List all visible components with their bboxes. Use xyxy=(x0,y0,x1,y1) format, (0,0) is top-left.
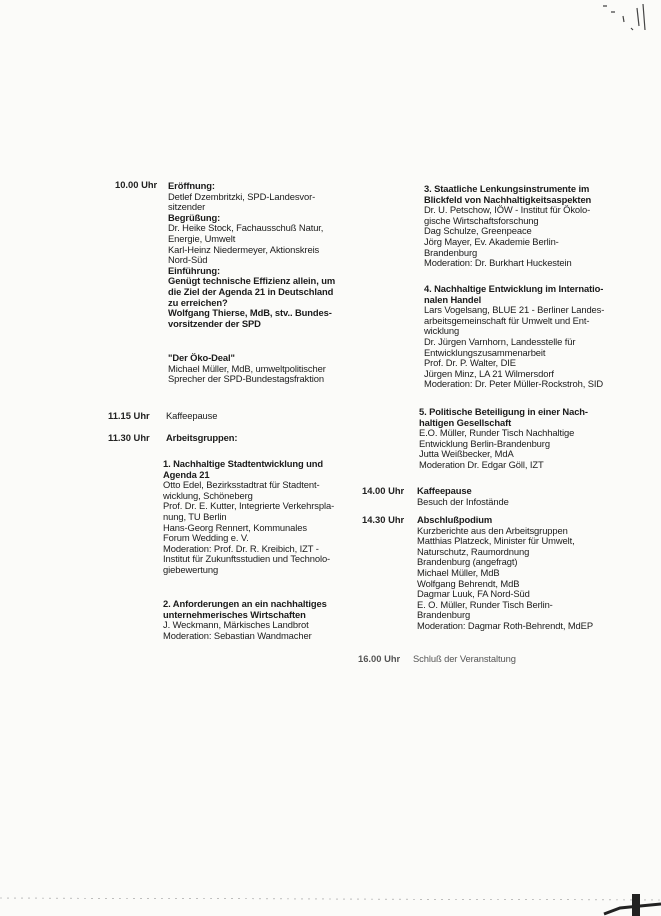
wg1-line: Prof. Dr. E. Kutter, Integrierte Verkehrspla- xyxy=(163,500,335,512)
time-1000: 10.00 Uhr xyxy=(115,179,158,190)
intro-question: Genügt technische Effizienz allein, um xyxy=(168,275,336,287)
oekodeal-line: Sprecher der SPD-Bundestagsfraktion xyxy=(168,373,324,385)
intro-question: zu erreichen? xyxy=(168,296,228,308)
wg4-line: Prof. Dr. P. Walter, DIE xyxy=(424,357,516,369)
wg4-line: Moderation: Dr. Peter Müller-Rockstroh, SID xyxy=(424,378,604,390)
podium-title: Abschlußpodium xyxy=(417,514,493,525)
wg1-line: Hans-Georg Rennert, Kommunales xyxy=(163,521,307,533)
oekodeal-block xyxy=(168,353,358,385)
wg4-title: nalen Handel xyxy=(424,293,482,305)
podium-line: Wolfgang Behrendt, MdB xyxy=(417,577,520,589)
podium-line: Naturschutz, Raumordnung xyxy=(417,545,530,557)
time-1400: 14.00 Uhr xyxy=(362,485,405,496)
coffee-break-2 xyxy=(417,486,622,507)
workgroup-3 xyxy=(424,184,624,269)
intro-speaker: Wolfgang Thierse, MdB, stv.. Bundes- xyxy=(168,307,332,319)
wg2-title: 2. Anforderungen an ein nachhaltiges xyxy=(163,598,327,609)
opening-line: Detlef Dzembritzki, SPD-Landesvor- xyxy=(168,190,316,202)
greeting-line: Nord-Süd xyxy=(168,254,208,266)
time-1430: 14.30 Uhr xyxy=(362,514,405,525)
opening-title: Eröffnung: xyxy=(168,180,215,191)
wg4-line: Jürgen Minz, LA 21 Wilmersdorf xyxy=(424,367,554,379)
opening-line: sitzender xyxy=(168,201,206,213)
wg3-line: Dr. U. Petschow, IÖW - Institut für Ökolo- xyxy=(424,204,591,216)
wg5-line: E.O. Müller, Runder Tisch Nachhaltige xyxy=(419,427,575,439)
podium-line: Kurzberichte aus den Arbeitsgruppen xyxy=(417,524,568,536)
workgroup-1 xyxy=(163,459,358,576)
time-1130: 11.30 Uhr xyxy=(108,432,150,443)
intro-title: Einführung: xyxy=(168,264,221,276)
scan-artifact-bottom xyxy=(0,876,661,916)
wg4-line: wicklung xyxy=(424,325,460,337)
wg3-line: gische Wirtschaftsforschung xyxy=(424,214,539,226)
workgroups-title: Arbeitsgruppen: xyxy=(166,432,238,443)
wg5-line: Entwicklung Berlin-Brandenburg xyxy=(419,437,550,449)
wg1-line: Moderation: Prof. Dr. R. Kreibich, IZT - xyxy=(163,542,319,554)
oekodeal-line: Michael Müller, MdB, umweltpolitischer xyxy=(168,362,326,374)
wg1-title: 1. Nachhaltige Stadtentwicklung und xyxy=(163,458,324,469)
workgroup-4 xyxy=(424,284,624,390)
wg1-line: giebewertung xyxy=(163,563,219,575)
wg3-line: Moderation: Dr. Burkhart Huckestein xyxy=(424,257,572,269)
wg3-line: Brandenburg xyxy=(424,246,478,258)
coffee-break-1: Kaffeepause xyxy=(166,410,218,421)
wg4-line: arbeitsgemeinschaft für Umwelt und Ent- xyxy=(424,314,590,326)
podium-line: E. O. Müller, Runder Tisch Berlin- xyxy=(417,598,553,610)
podium-line: Moderation: Dagmar Roth-Behrendt, MdEP xyxy=(417,619,593,631)
wg4-line: Entwicklungszusammenarbeit xyxy=(424,346,546,358)
wg4-line: Lars Vogelsang, BLUE 21 - Berliner Landes- xyxy=(424,304,605,316)
closing-text: Schluß der Veranstaltung xyxy=(413,653,516,664)
wg2-title: unternehmerisches Wirtschaften xyxy=(163,608,306,620)
wg3-title: Blickfeld von Nachhaltigkeitsaspekten xyxy=(424,193,592,205)
workgroup-2 xyxy=(163,599,358,641)
scan-artifact-top xyxy=(593,0,653,40)
wg1-line: Forum Wedding e. V. xyxy=(163,532,249,544)
wg5-title: 5. Politische Beteiligung in einer Nach- xyxy=(419,406,588,417)
workgroup-5 xyxy=(419,407,624,471)
oekodeal-title: "Der Öko-Deal" xyxy=(168,352,235,363)
wg5-line: Jutta Weißbecker, MdA xyxy=(419,448,514,460)
wg5-title: haltigen Gesellschaft xyxy=(419,416,512,428)
wg2-line: Moderation: Sebastian Wandmacher xyxy=(163,629,312,641)
intro-speaker: vorsitzender der SPD xyxy=(168,317,261,329)
intro-question: die Ziel der Agenda 21 in Deutschland xyxy=(168,285,334,297)
wg3-line: Jörg Mayer, Ev. Akademie Berlin- xyxy=(424,235,559,247)
wg3-title: 3. Staatliche Lenkungsinstrumente im xyxy=(424,183,590,194)
opening-block xyxy=(168,181,358,329)
greeting-title: Begrüßung: xyxy=(168,211,221,223)
wg3-line: Dag Schulze, Greenpeace xyxy=(424,225,532,237)
podium-line: Michael Müller, MdB xyxy=(417,566,500,578)
wg1-line: Otto Edel, Bezirksstadtrat für Stadtent- xyxy=(163,479,320,491)
greeting-line: Karl-Heinz Niedermeyer, Aktionskreis xyxy=(168,243,320,255)
time-1600: 16.00 Uhr xyxy=(358,653,401,664)
podium-line: Dagmar Luuk, FA Nord-Süd xyxy=(417,588,530,600)
podium-line: Brandenburg (angefragt) xyxy=(417,556,518,568)
wg4-title: 4. Nachhaltige Entwicklung im Internatio- xyxy=(424,283,604,294)
greeting-line: Dr. Heike Stock, Fachausschuß Natur, xyxy=(168,222,324,234)
podium-line: Matthias Platzeck, Minister für Umwelt, xyxy=(417,535,575,547)
time-1115: 11.15 Uhr xyxy=(108,410,150,421)
coffee2-title: Kaffeepause xyxy=(417,485,472,496)
wg1-title: Agenda 21 xyxy=(163,468,210,480)
closing-podium xyxy=(417,515,622,632)
wg5-line: Moderation Dr. Edgar Göll, IZT xyxy=(419,458,544,470)
wg4-line: Dr. Jürgen Varnhorn, Landesstelle für xyxy=(424,335,576,347)
wg1-line: nung, TU Berlin xyxy=(163,510,227,522)
podium-line: Brandenburg xyxy=(417,609,471,621)
wg1-line: wicklung, Schöneberg xyxy=(163,489,253,501)
greeting-line: Energie, Umwelt xyxy=(168,232,236,244)
wg1-line: Institut für Zukunftsstudien und Technolo- xyxy=(163,553,331,565)
coffee2-sub: Besuch der Infostände xyxy=(417,495,509,507)
wg2-line: J. Weckmann, Märkisches Landbrot xyxy=(163,619,309,631)
